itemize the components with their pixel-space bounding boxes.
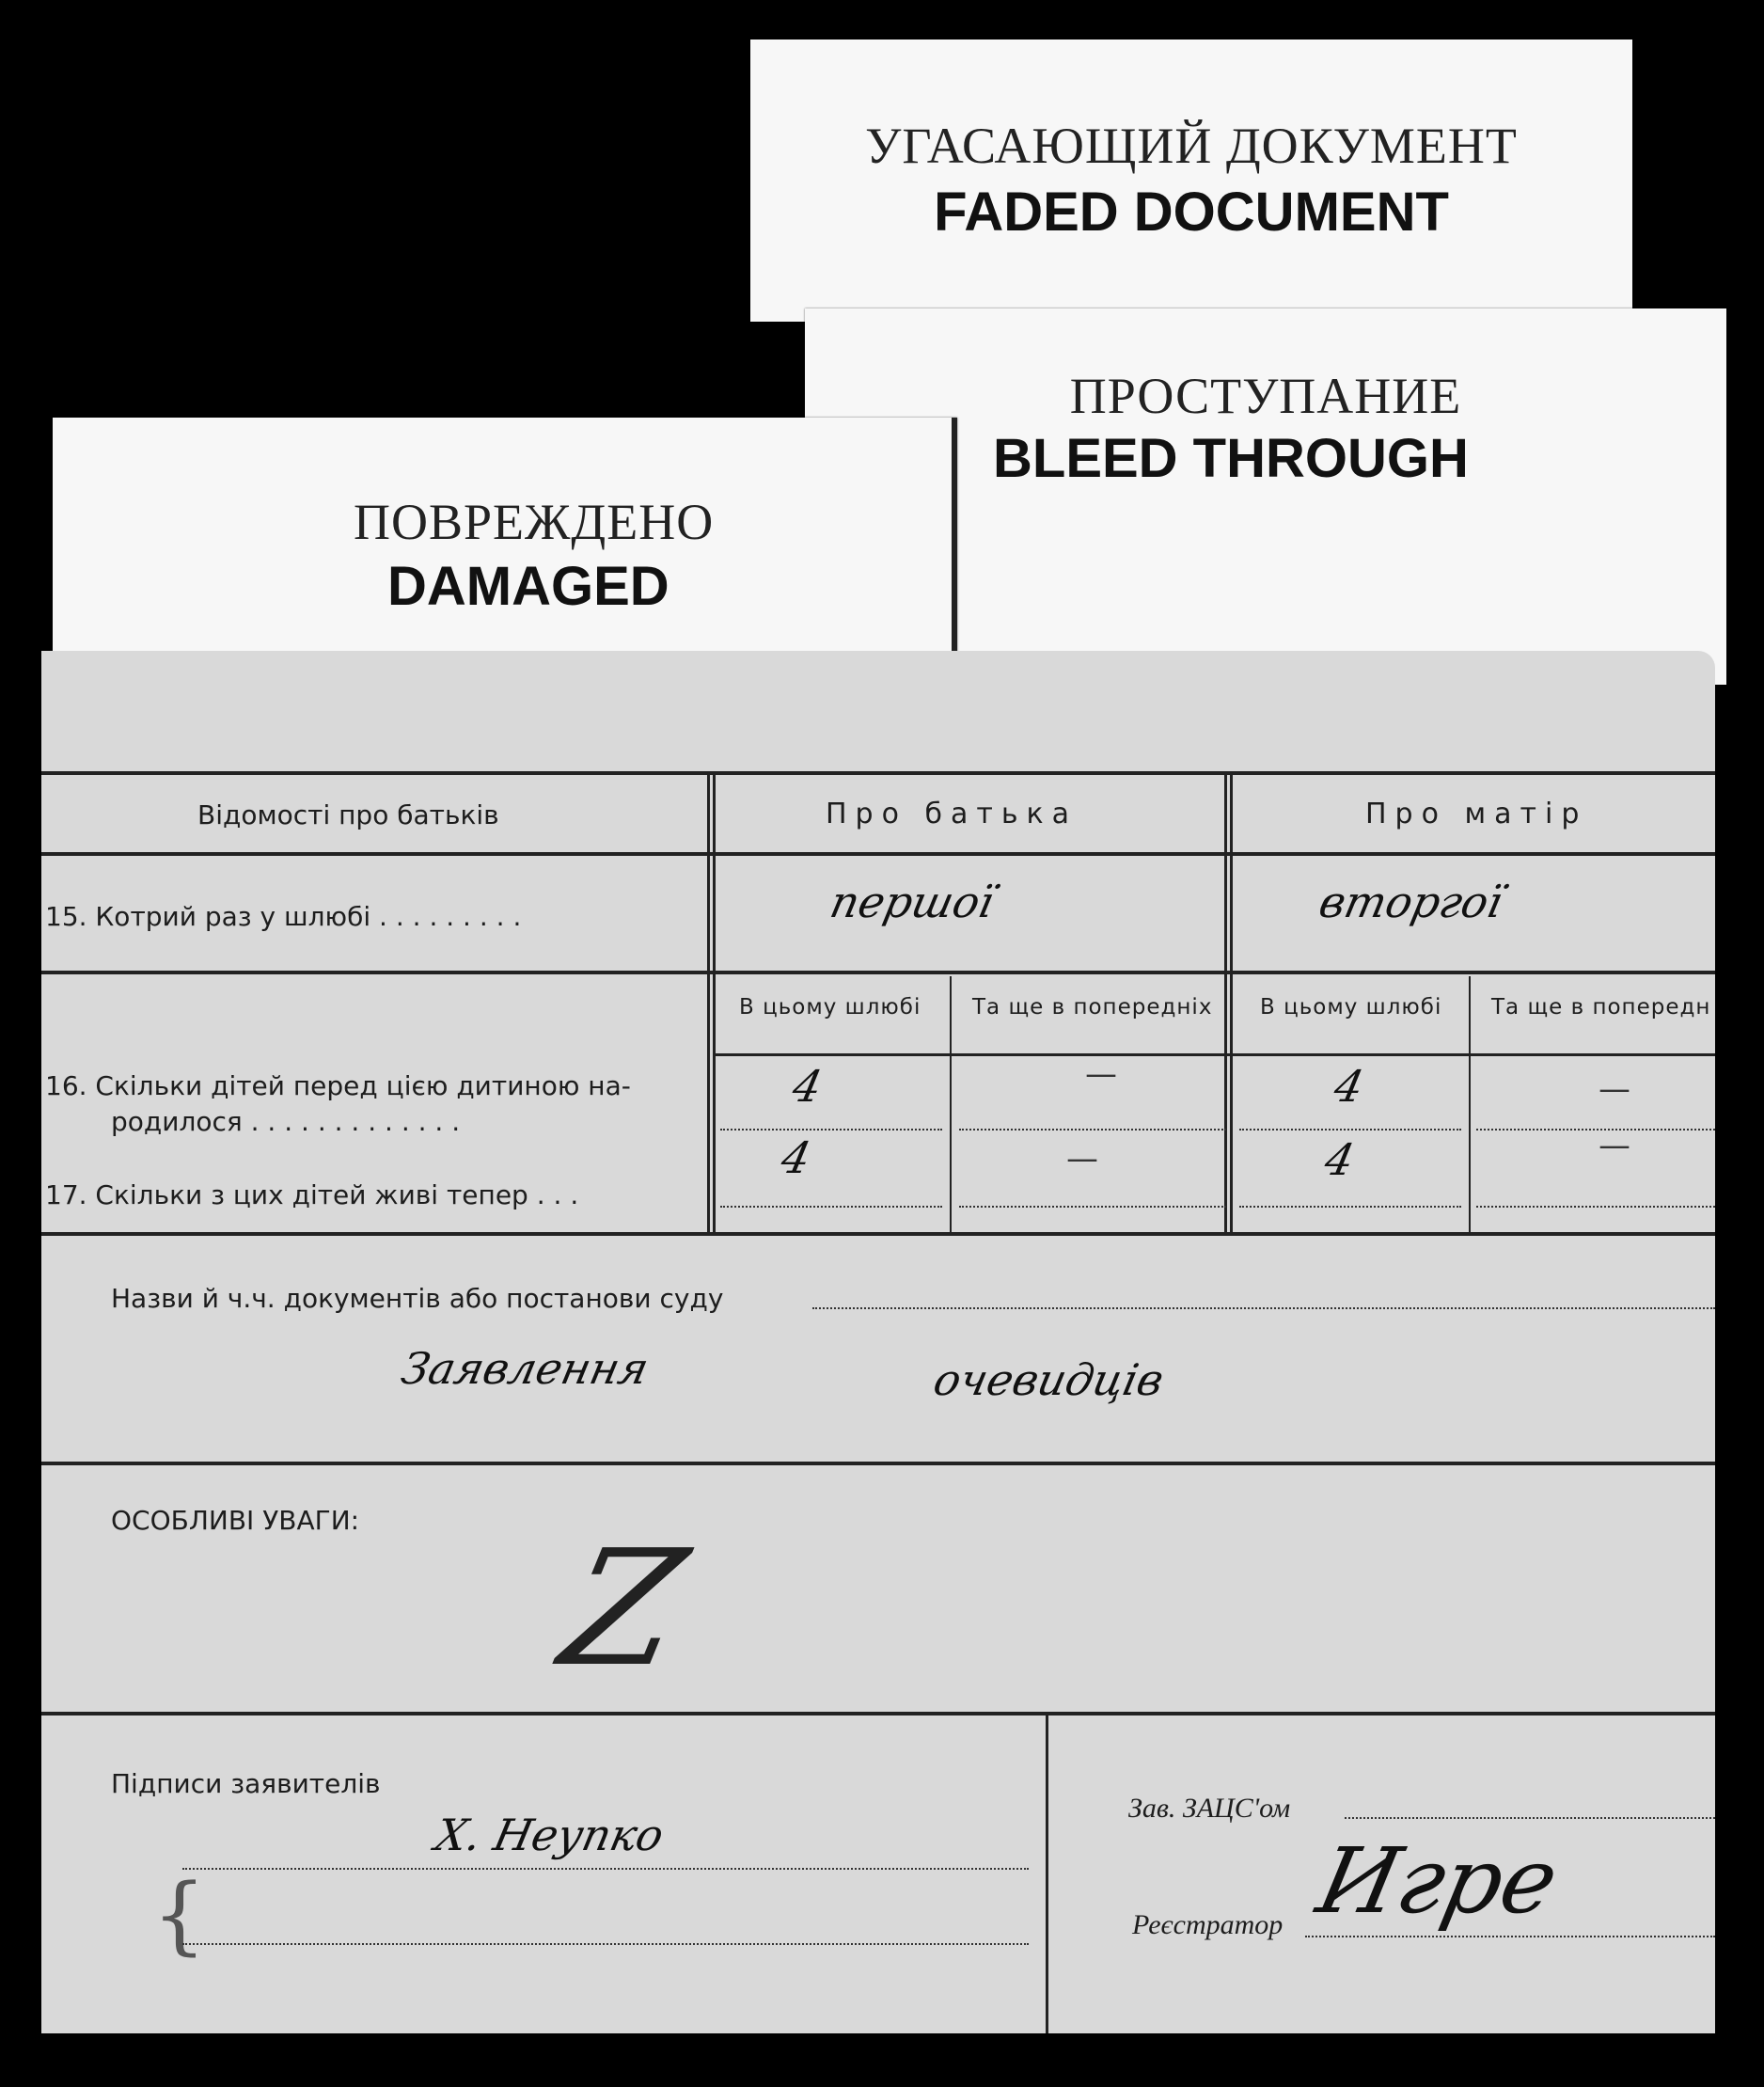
rule-docs-bottom: [41, 1462, 1715, 1465]
damaged-label-ru: ПОВРЕЖДЕНО: [354, 494, 715, 550]
rule-header-bottom: [41, 852, 1715, 856]
vrule-2b: [1230, 771, 1233, 1232]
subheader-father-this: В цьому шлюбі: [739, 995, 921, 1020]
faded-label-ru: УГАСАЮЩИЙ ДОКУМЕНТ: [865, 118, 1518, 174]
registrar-line: [1305, 1936, 1715, 1937]
applicant-signature: Х. Неупко: [431, 1810, 669, 1860]
row16-mother-prev-line: [1476, 1129, 1715, 1130]
row16-father-prev: —: [1085, 1055, 1117, 1093]
row17-mother-prev: —: [1599, 1127, 1630, 1164]
signatures-label: Підписи заявителів: [111, 1768, 381, 1799]
damaged-label-en: DAMAGED: [387, 556, 669, 617]
vrule-signatures: [1046, 1712, 1048, 2033]
signature-line-2: [182, 1943, 1029, 1945]
bleed-label-en: BLEED THROUGH: [993, 428, 1469, 489]
row16-mother-this: 4: [1330, 1061, 1369, 1112]
vrule-father-split: [950, 976, 952, 1232]
documents-value-1: Заявлення: [397, 1343, 654, 1394]
header-mother: Про матір: [1365, 798, 1588, 830]
vrule-2: [1224, 771, 1227, 1232]
rule-notes-bottom: [41, 1712, 1715, 1715]
row16-father-this: 4: [788, 1061, 827, 1112]
faded-label-en: FADED DOCUMENT: [934, 182, 1449, 243]
row17-father-prev-line: [959, 1206, 1226, 1208]
row15-mother-value: вторгої: [1315, 877, 1507, 927]
row17-father-this-line: [720, 1206, 942, 1208]
notes-label: ОСОБЛИВІ УВАГИ:: [111, 1505, 360, 1536]
documents-value-2: очевидців: [929, 1354, 1169, 1405]
row17-father-prev: —: [1066, 1140, 1098, 1178]
row16-father-prev-line: [959, 1129, 1226, 1130]
bleed-label-ru: ПРОСТУПАНИЕ: [1069, 368, 1462, 424]
faded-document-label: [750, 40, 1632, 322]
row16-mother-prev: —: [1599, 1070, 1630, 1108]
header-father: Про батька: [826, 798, 1079, 830]
subheader-mother-prev: Та ще в попередн: [1491, 995, 1711, 1020]
registrar-label: Реєстратор: [1132, 1909, 1284, 1940]
row16-label-line2: родилося . . . . . . . . . . . . .: [111, 1106, 461, 1137]
row15-father-value: першої: [826, 877, 1000, 927]
rule-top: [41, 771, 1715, 775]
head-zags-line: [1345, 1817, 1715, 1819]
notes-value: Z: [547, 1516, 700, 1702]
subheader-mother-this: В цьому шлюбі: [1260, 995, 1442, 1020]
documents-label: Назви й ч.ч. документів або постанови суду: [111, 1283, 724, 1314]
row17-mother-prev-line: [1476, 1206, 1715, 1208]
row16-father-this-line: [720, 1129, 942, 1130]
row17-mother-this-line: [1239, 1206, 1461, 1208]
documents-line: [812, 1307, 1715, 1309]
vrule-mother-split: [1469, 976, 1471, 1232]
row16-mother-this-line: [1239, 1129, 1461, 1130]
vrule-1b: [713, 771, 716, 1232]
row16-label-line1: 16. Скільки дітей перед цією дитиною на-: [45, 1070, 631, 1101]
registrar-signature: Игре: [1309, 1828, 1567, 1934]
civil-record-form: [41, 651, 1715, 2033]
signature-line-1: [182, 1868, 1029, 1870]
row15-label: 15. Котрий раз у шлюбі . . . . . . . . .: [45, 901, 522, 932]
rule-subheader: [713, 1053, 1715, 1056]
row17-label: 17. Скільки з цих дітей живі тепер . . .: [45, 1179, 579, 1210]
rule-row17-bottom: [41, 1232, 1715, 1236]
vrule-1: [707, 771, 710, 1232]
signatures-brace-icon: {: [152, 1866, 207, 1965]
row17-father-this: 4: [777, 1132, 816, 1183]
header-parents-info: Відомості про батьків: [197, 799, 499, 830]
subheader-father-prev: Та ще в попередніх: [972, 995, 1213, 1020]
rule-row15-bottom: [41, 971, 1715, 974]
row17-mother-this: 4: [1320, 1134, 1360, 1185]
head-zags-label: Зав. ЗАЦС'ом: [1128, 1793, 1291, 1824]
